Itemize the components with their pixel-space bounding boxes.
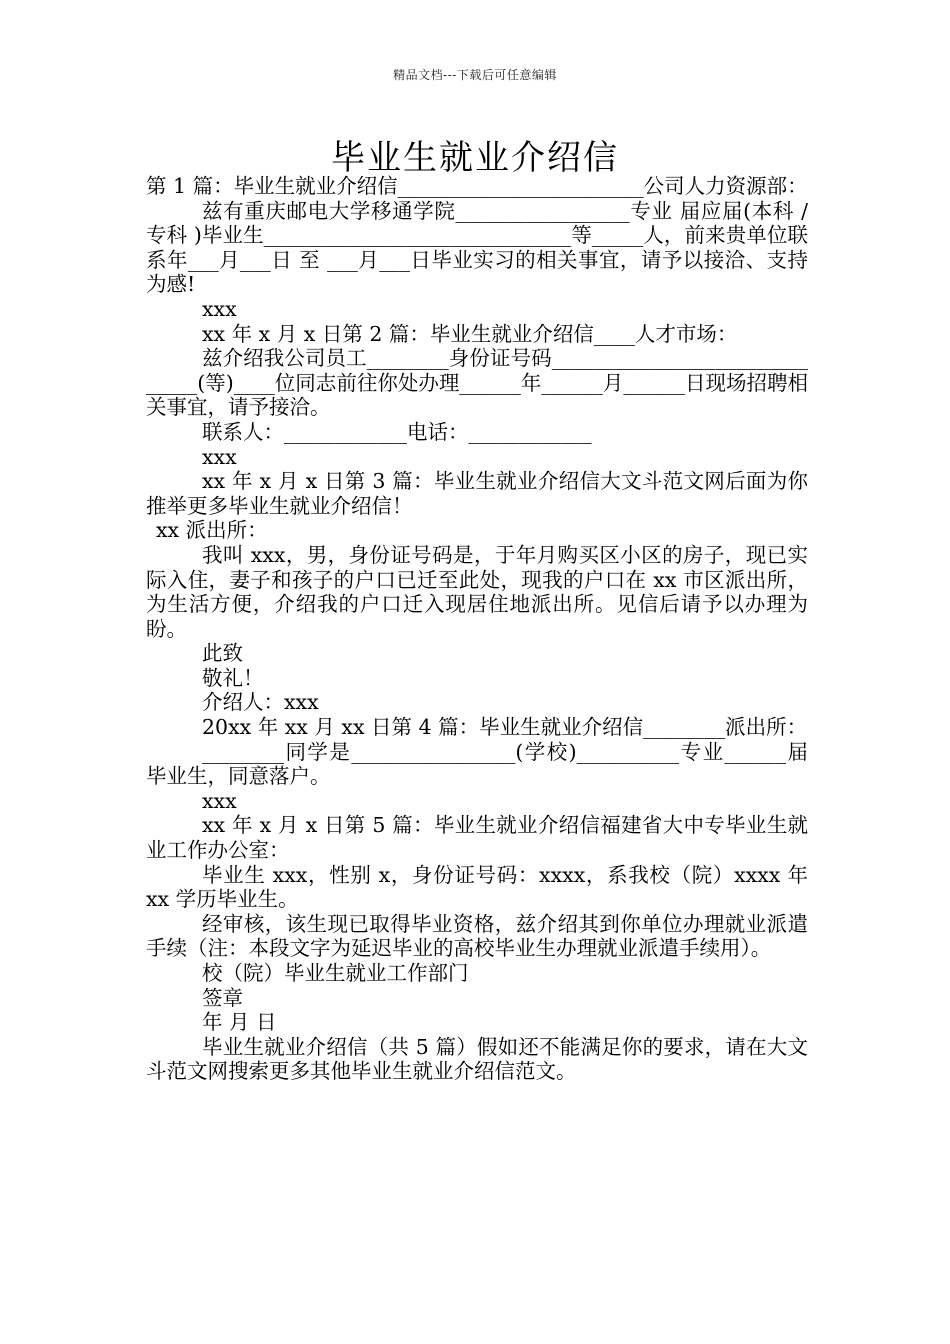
paragraph-14: 20xx 年 xx 月 xx 日第 4 篇：毕业生就业介绍信________派出所：	[202, 715, 808, 740]
document-title: 毕业生就业介绍信	[331, 138, 619, 178]
paragraph-16: xxx	[202, 788, 237, 813]
paragraph-21: 签章	[202, 985, 243, 1010]
paragraph-13: 介绍人：xxx	[202, 690, 319, 715]
paragraph-19: 经审核，该生现已取得毕业资格，兹介绍其到你单位办理就业派遣手续（注：本段文字为延迟毕业的高校毕业生办理就业派遣手续用）。	[146, 911, 808, 961]
paragraph-23: 毕业生就业介绍信（共 5 篇）假如还不能满足你的要求，请在大文斗范文网搜索更多其他毕业生就业介绍信范文。	[146, 1034, 808, 1084]
paragraph-4: xx 年 x 月 x 日第 2 篇：毕业生就业介绍信____人才市场：	[202, 321, 738, 346]
paragraph-20: 校（院）毕业生就业工作部门	[202, 961, 469, 985]
paragraph-17: xx 年 x 月 x 日第 5 篇：毕业生就业介绍信福建省大中专毕业生就业工作办公室：	[146, 813, 808, 863]
paragraph-8: xx 年 x 月 x 日第 3 篇：毕业生就业介绍信大文斗范文网后面为你推举更多毕业生就业介绍信！	[146, 469, 808, 518]
paragraph-3: xxx	[202, 296, 237, 321]
paragraph-12: 敬礼！	[202, 665, 264, 690]
paragraph-9: xx 派出所：	[156, 518, 268, 543]
paragraph-22: 年 月 日	[202, 1010, 277, 1035]
paragraph-6: 联系人：____________电话：____________	[202, 419, 592, 444]
paragraph-2: 兹有重庆邮电大学移通学院_________________专业 届应届(本科 / 专科 )毕业生______________________________等_____人，前来贵单位联系年___月___日 至 ___月___日毕业实习的相关事宜，请予以接洽、支持为感!	[146, 198, 808, 297]
paragraph-10: 我叫 xxx，男，身份证号码是，于年月购买区小区的房子，现已实际入住，妻子和孩子的户口已迁至此处，现我的户口在 xx 市区派出所，为生活方便，介绍我的户口迁入现居住地派出所。见信后请予以办理为盼。	[146, 542, 808, 641]
paragraph-15: ________同学是________________(学校)__________专业______届毕业生，同意落户。	[146, 739, 808, 789]
document-body	[146, 174, 808, 1084]
paragraph-7: xxx	[202, 444, 237, 469]
paragraph-18: 毕业生 xxx，性别 x，身份证号码：xxxx，系我校（院）xxxx 年 xx 学历毕业生。	[146, 862, 808, 912]
header-note: 精品文档---下载后可任意编辑	[393, 68, 557, 82]
paragraph-1: 第 1 篇：毕业生就业介绍信________________________公司人力资源部：	[146, 174, 808, 198]
paragraph-5: 兹介绍我公司员工________身份证号码______________________________(等)____位同志前往你处办理______年______月______日现场招聘相关事宜，请予接洽。	[146, 346, 808, 420]
paragraph-11: 此致	[202, 641, 243, 666]
